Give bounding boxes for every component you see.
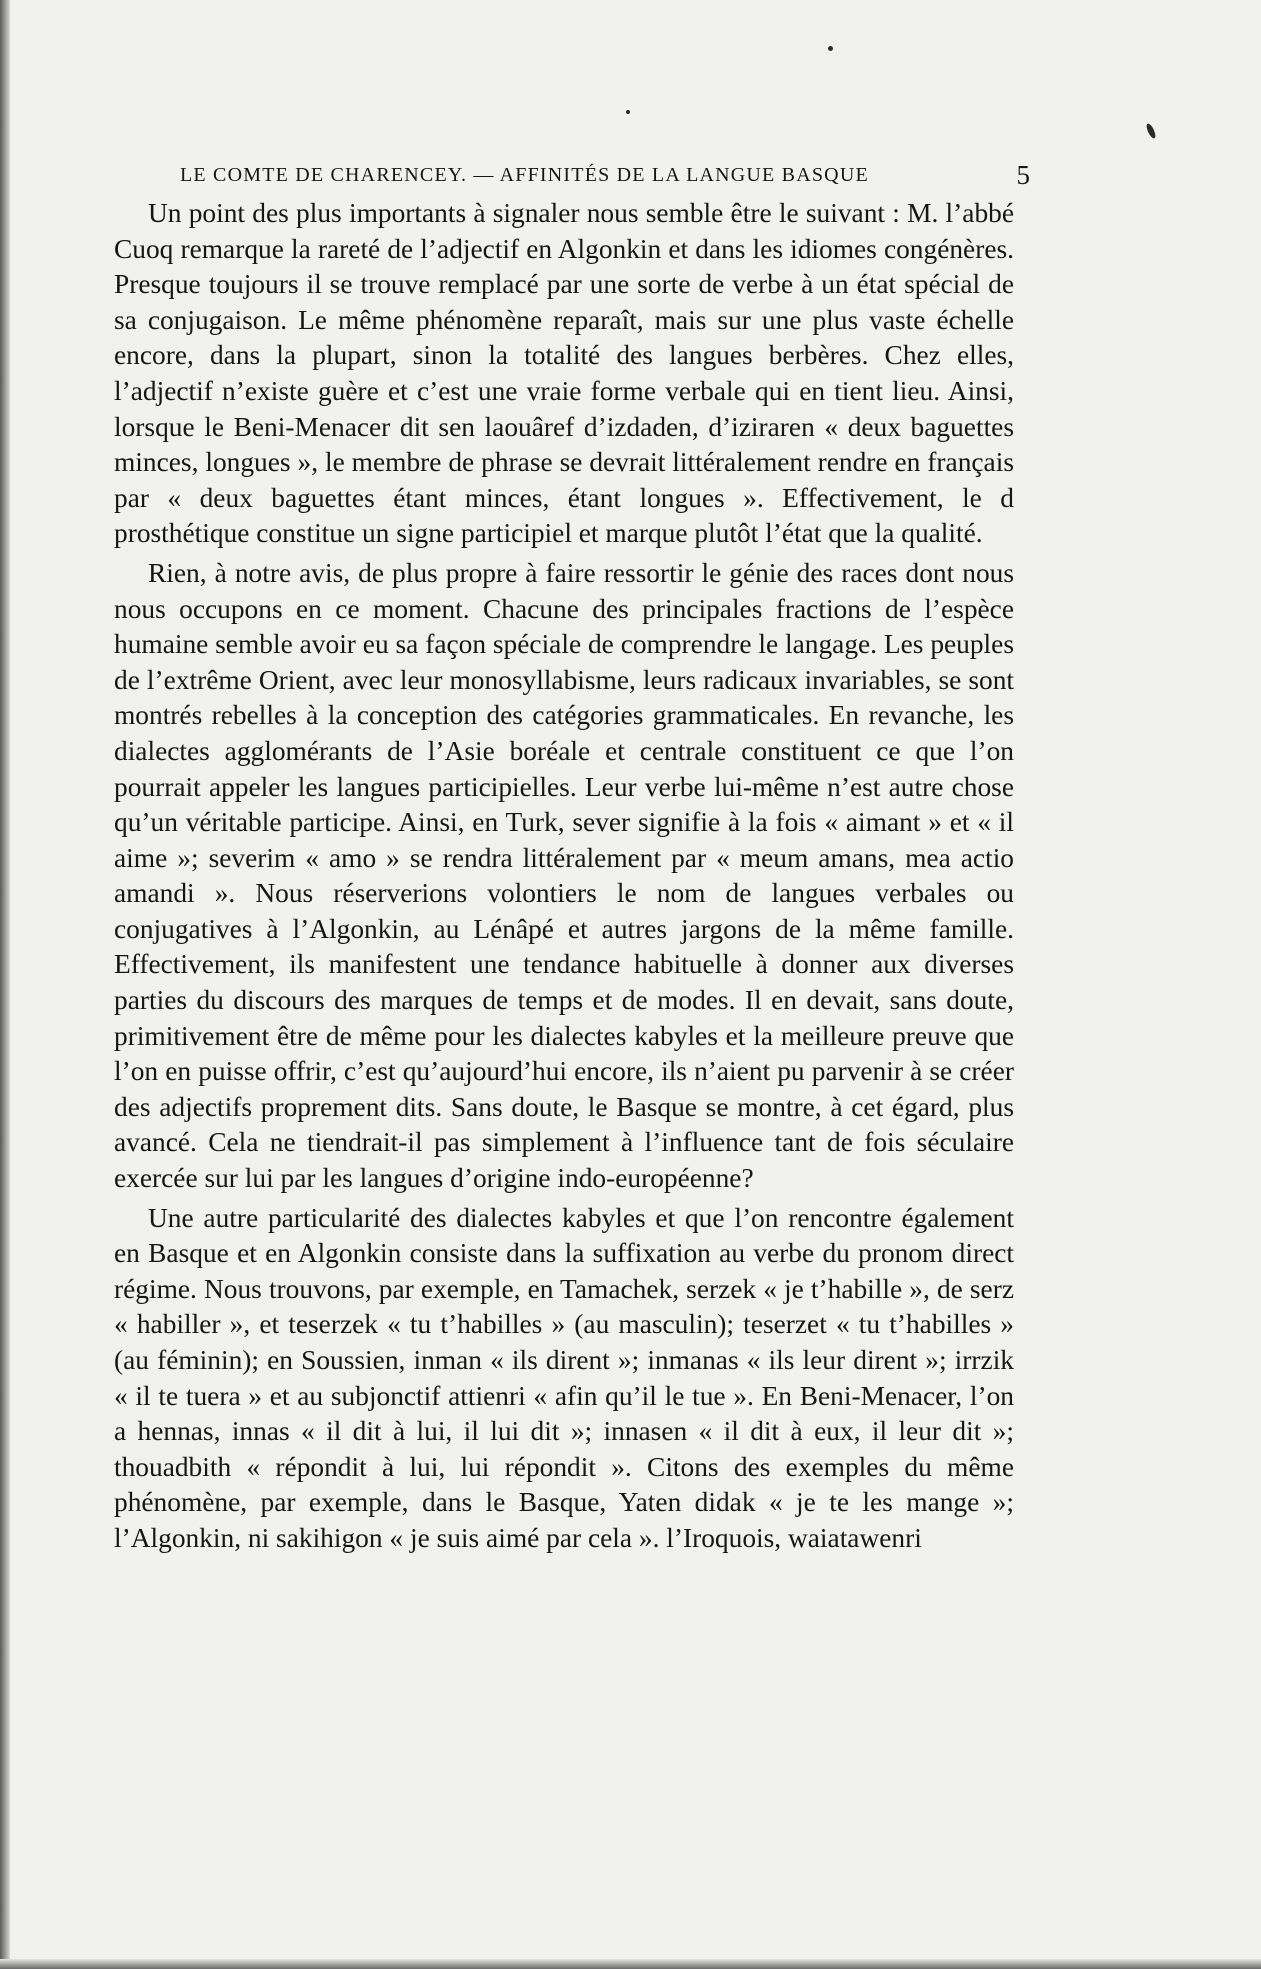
body-text	[114, 196, 1014, 1557]
paragraph: Une autre particularité des dialectes kabyles et que l’on rencontre également en Basque et en Algonkin consiste dans la suffixation au verbe du pronom direct régime. Nous trouvons, par exemple, en Tamachek, serzek « je t’habille », de serz « habiller », et teserzek « tu t’habilles » (au masculin); teserzet « tu t’habilles » (au féminin); en Soussien, inman « ils dirent »; inmanas « ils leur dirent »; irrzik « il te tuera » et au subjonctif attienri « afin qu’il le tue ». En Beni-Menacer, l’on a hennas, innas « il dit à lui, il lui dit »; innasen « il dit à eux, il leur dit »; thouadbith « répondit à lui, lui répondit ». Citons des exemples du même phénomène, par exemple, dans le Basque, Yaten didak « je te les mange »; l’Algonkin, ni sakihigon « je suis aimé par cela ». l’Iroquois, waiatawenri	[114, 1202, 1014, 1553]
page-number: 5	[1016, 160, 1030, 190]
ink-smudge	[1145, 122, 1157, 139]
paragraph: Rien, à notre avis, de plus propre à faire ressortir le génie des races dont nous nous occupons en ce moment. Chacune des principales fractions de l’espèce humaine semble avoir eu sa façon spéciale de comprendre le langage. Les peuples de l’extrême Orient, avec leur monosyllabisme, leurs radicaux invariables, se sont montrés rebelles à la conception des catégories grammaticales. En revanche, les dialectes agglomérants de l’Asie boréale et centrale constituent ce que l’on pourrait appeler les langues participielles. Leur verbe lui-même n’est autre chose qu’un véritable participe. Ainsi, en Turk, sever signifie à la fois « aimant » et « il aime »; severim « amo » se rendra littéralement par « meum amans, mea actio amandi ». Nous réserverions volontiers le nom de langues verbales ou conjugatives à l’Algonkin, au Lénâpé et autres jargons de la même famille. Effectivement, ils manifestent une tendance habituelle à donner aux diverses parties du discours des marques de temps et de modes. Il en devait, sans doute, primitivement être de même pour les dialectes kabyles et la meilleure preuve que l’on en puisse offrir, c’est qu’aujourd’hui encore, ils n’aient pu parvenir à se créer des adjectifs proprement dits. Sans doute, le Basque se montre, à cet égard, plus avancé. Cela ne tiendrait-il pas simplement à l’influence tant de fois séculaire exercée sur lui par les langues d’origine indo-européenne?	[114, 557, 1014, 1194]
ink-dot	[828, 46, 833, 51]
running-title: LE COMTE DE CHARENCEY. — AFFINITÉS DE LA LANGUE BASQUE	[180, 164, 869, 186]
paragraph: Un point des plus importants à signaler nous semble être le suivant : M. l’abbé Cuoq remarque la rareté de l’adjectif en Algonkin et dans les idiomes congénères. Presque toujours il se trouve remplacé par une sorte de verbe à un état spécial de sa conjugaison. Le même phénomène reparaît, mais sur une plus vaste échelle encore, dans la plupart, sinon la totalité des langues berbères. Chez elles, l’adjectif n’existe guère et c’est une vraie forme verbale qui en tient lieu. Ainsi, lorsque le Beni-Menacer dit sen laouâref d’izdaden, d’iziraren « deux baguettes minces, longues », le membre de phrase se devrait littéralement rendre en français par « deux baguettes étant minces, étant longues ». Effectivement, le d prosthétique constitue un signe participiel et marque plutôt l’état que la qualité.	[114, 198, 1014, 549]
ink-dot	[626, 110, 630, 114]
running-header	[180, 160, 1030, 196]
